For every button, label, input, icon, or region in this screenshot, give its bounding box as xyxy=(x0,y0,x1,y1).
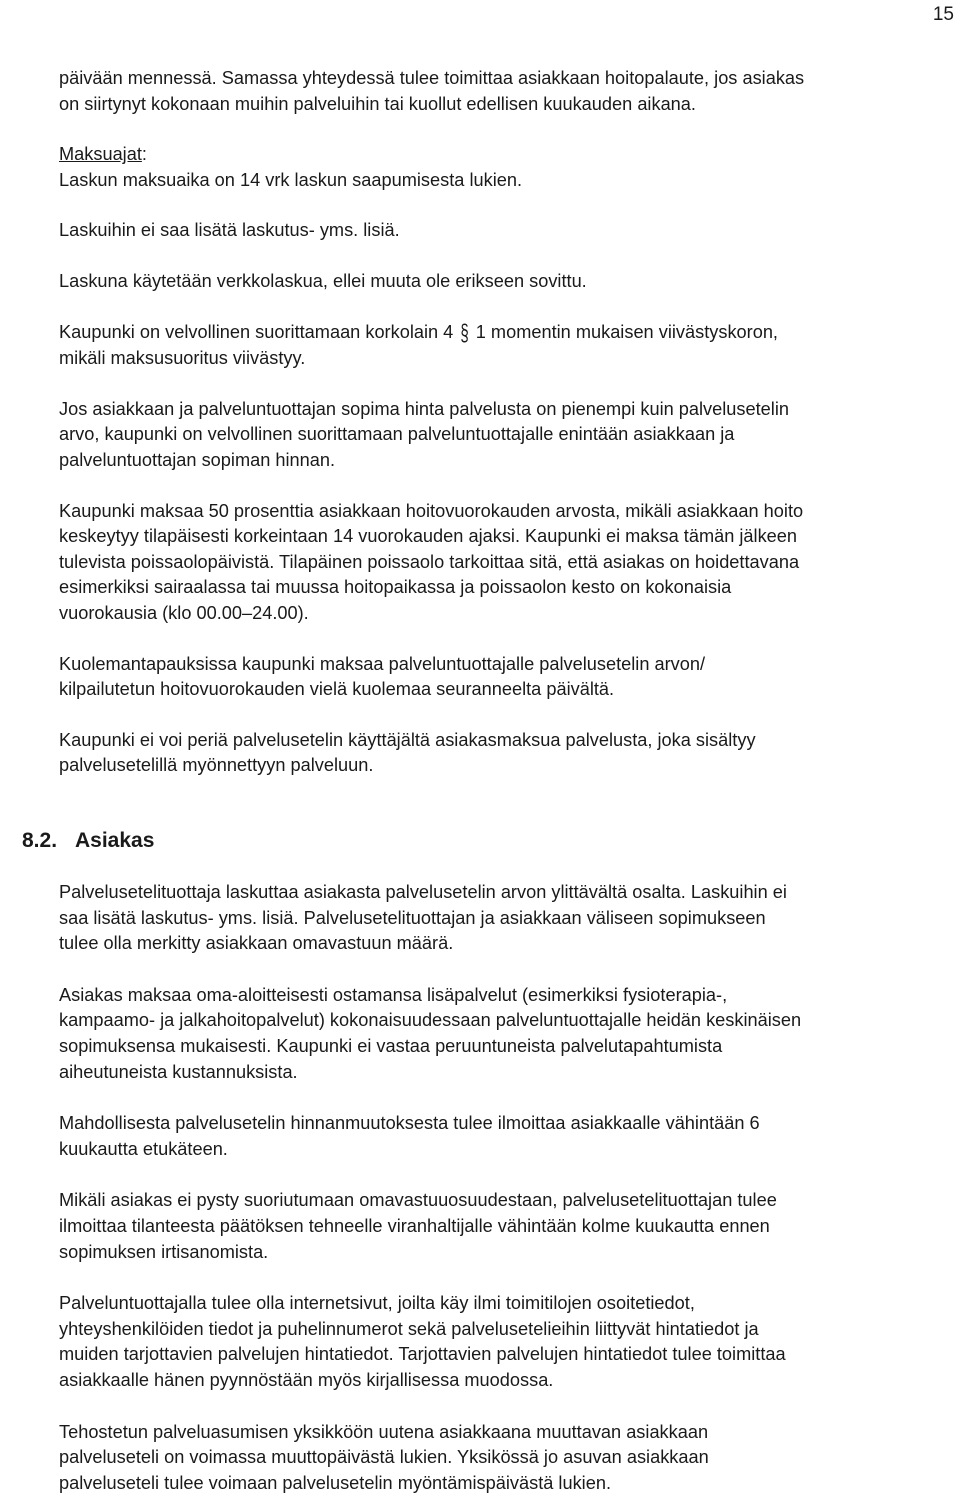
section-sign: § xyxy=(460,314,468,354)
text-line: Tehostetun palveluasumisen yksikköön uutena asiakkaana muuttavan asiakkaan xyxy=(59,1420,959,1446)
paragraph xyxy=(59,499,959,627)
text-line: Jos asiakkaan ja palveluntuottajan sopima hinta palvelusta on pienempi kuin palvelusetelin xyxy=(59,397,959,423)
text-line: sopimuksensa mukaisesti. Kaupunki ei vastaa peruuntuneista palvelutapahtumista xyxy=(59,1034,959,1060)
text-line: Kuolemantapauksissa kaupunki maksaa palveluntuottajalle palvelusetelin arvon/ xyxy=(59,652,959,678)
text-line: ilmoittaa tilanteesta päätöksen tehneelle viranhaltijalle vähintään kolme kuukautta ennen xyxy=(59,1214,959,1240)
text-line xyxy=(59,320,959,347)
text-line: Mahdollisesta palvelusetelin hinnanmuutoksesta tulee ilmoittaa asiakkaalle vähintään 6 xyxy=(59,1111,959,1137)
paragraph xyxy=(59,269,959,295)
paragraph xyxy=(59,880,959,957)
paragraph-interest xyxy=(59,320,959,372)
document-body-lower xyxy=(59,880,959,1496)
text-line: Palvelusetelituottaja laskuttaa asiakasta palvelusetelin arvon ylittävältä osalta. Laskuihin ei xyxy=(59,880,959,906)
paragraph xyxy=(59,983,959,1085)
page-number: 15 xyxy=(933,4,954,26)
text-line: Asiakas maksaa oma-aloitteisesti ostamansa lisäpalvelut (esimerkiksi fysioterapia-, xyxy=(59,983,959,1009)
text-line: kampaamo- ja jalkahoitopalvelut) kokonaisuudessaan palveluntuottajalle heidän keskinäisen xyxy=(59,1008,959,1034)
paragraph-maksuajat xyxy=(59,142,959,193)
text-line: Kaupunki ei voi periä palvelusetelin käyttäjältä asiakasmaksua palvelusta, joka sisältyy xyxy=(59,728,959,754)
text-line: Laskun maksuaika on 14 vrk laskun saapumisesta lukien. xyxy=(59,168,959,194)
paragraph xyxy=(59,218,959,244)
text-line: Laskuihin ei saa lisätä laskutus- yms. lisiä. xyxy=(59,218,959,244)
paragraph xyxy=(59,1111,959,1162)
text-line: Laskuna käytetään verkkolaskua, ellei muuta ole erikseen sovittu. xyxy=(59,269,959,295)
text-line: päivään mennessä. Samassa yhteydessä tulee toimittaa asiakkaan hoitopalaute, jos asiakas xyxy=(59,66,959,92)
paragraph xyxy=(59,728,959,779)
text-line: Palveluntuottajalla tulee olla internetsivut, joilta käy ilmi toimitilojen osoitetiedot, xyxy=(59,1291,959,1317)
subheading-maksuajat: Maksuajat xyxy=(59,144,142,164)
section-number: 8.2. xyxy=(22,828,75,854)
subheading-colon: : xyxy=(142,144,147,164)
text-segment: Kaupunki on velvollinen suorittamaan korkolain 4 xyxy=(59,322,458,342)
text-segment: 1 momentin mukaisen viivästyskoron, xyxy=(471,322,778,342)
text-line: sopimuksen irtisanomista. xyxy=(59,1240,959,1266)
text-line: yhteyshenkilöiden tiedot ja puhelinnumerot sekä palvelusetelieihin liittyvät hintatiedot ja xyxy=(59,1317,959,1343)
text-line: muiden tarjottavien palvelujen hintatiedot. Tarjottavien palvelujen hintatiedot tulee toimittaa xyxy=(59,1342,959,1368)
paragraph xyxy=(59,66,959,117)
text-line: mikäli maksusuoritus viivästyy. xyxy=(59,346,959,372)
paragraph xyxy=(59,1291,959,1393)
subheading-line xyxy=(59,142,959,168)
paragraph xyxy=(59,652,959,703)
document-body-upper xyxy=(59,66,959,779)
text-line: palveluntuottajan sopiman hinnan. xyxy=(59,448,959,474)
section-heading xyxy=(22,828,154,854)
text-line: tulee olla merkitty asiakkaan omavastuun määrä. xyxy=(59,931,959,957)
text-line: palveluseteli tulee voimaan palvelusetelin myöntämispäivästä lukien. xyxy=(59,1471,959,1496)
text-line: on siirtynyt kokonaan muihin palveluihin tai kuollut edellisen kuukauden aikana. xyxy=(59,92,959,118)
text-line: esimerkiksi sairaalassa tai muussa hoitopaikassa ja poissaolon kesto on kokonaisia xyxy=(59,575,959,601)
text-line: palveluseteli on voimassa muuttopäivästä lukien. Yksikössä jo asuvan asiakkaan xyxy=(59,1445,959,1471)
text-line: saa lisätä laskutus- yms. lisiä. Palvelusetelituottajan ja asiakkaan väliseen sopimukseen xyxy=(59,906,959,932)
paragraph xyxy=(59,397,959,474)
text-line: aiheutuneista kustannuksista. xyxy=(59,1060,959,1086)
text-line: palvelusetelillä myönnettyyn palveluun. xyxy=(59,753,959,779)
text-line: tulevista poissaolopäivistä. Tilapäinen poissaolo tarkoittaa sitä, että asiakas on hoidettavana xyxy=(59,550,959,576)
paragraph xyxy=(59,1420,959,1496)
paragraph xyxy=(59,1188,959,1265)
text-line: Mikäli asiakas ei pysty suoriutumaan omavastuuosuudestaan, palvelusetelituottajan tulee xyxy=(59,1188,959,1214)
text-line: asiakkaalle hänen pyynnöstään myös kirjallisessa muodossa. xyxy=(59,1368,959,1394)
text-line: arvo, kaupunki on velvollinen suorittamaan palveluntuottajalle enintään asiakkaan ja xyxy=(59,422,959,448)
text-line: Kaupunki maksaa 50 prosenttia asiakkaan hoitovuorokauden arvosta, mikäli asiakkaan hoito xyxy=(59,499,959,525)
text-line: keskeytyy tilapäisesti korkeintaan 14 vuorokauden ajaksi. Kaupunki ei maksa tämän jälkeen xyxy=(59,524,959,550)
text-line: kilpailutetun hoitovuorokauden vielä kuolemaa seuranneelta päivältä. xyxy=(59,677,959,703)
text-line: vuorokausia (klo 00.00–24.00). xyxy=(59,601,959,627)
section-title: Asiakas xyxy=(75,829,154,852)
text-line: kuukautta etukäteen. xyxy=(59,1137,959,1163)
